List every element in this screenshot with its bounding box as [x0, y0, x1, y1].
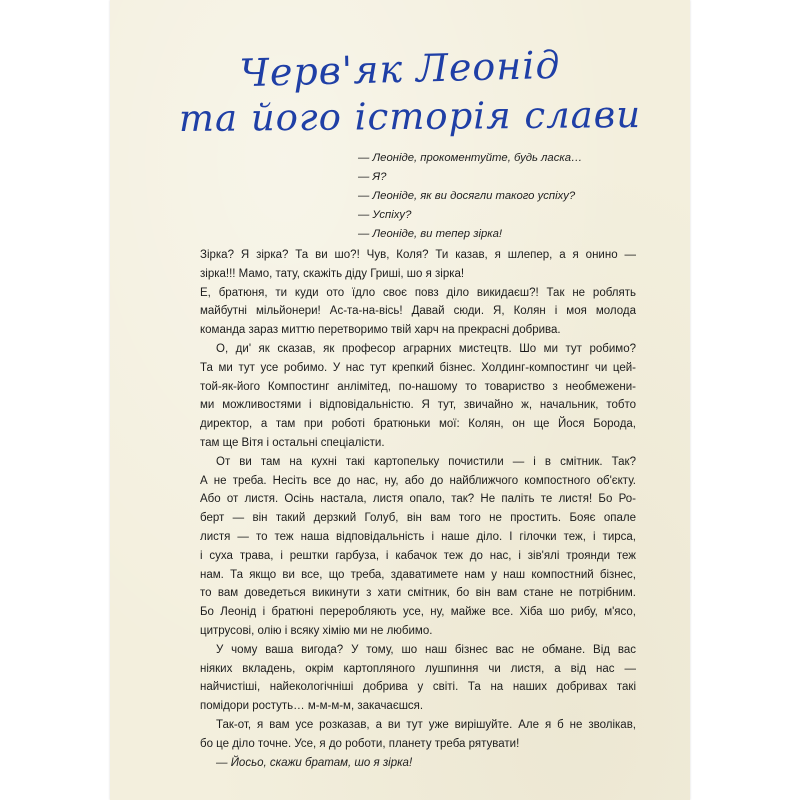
body-line: зірка!!! Мамо, тату, скажіть діду Гриші, шо я зірка!	[200, 267, 465, 280]
body-line: Так-от, я вам усе розказав, а ви тут уже вирішуйте. Але я б не зволікав,	[216, 718, 636, 731]
body-line: команда зараз миттю перетворимо твій харч на прекрасні добрива.	[200, 324, 561, 337]
body-line: — Йосьо, скажи братам, шо я зірка!	[216, 756, 413, 769]
body-line: ніяких вкладень, окрім картопляного лушпиння чи листя, а від нас —	[200, 662, 636, 675]
body-line: Зірка? Я зірка? Та ви шо?! Чув, Коля? Ти казав, я шлепер, а я онино —	[200, 249, 636, 261]
dialog-line: — Леоніде, ви тепер зірка!	[358, 228, 503, 240]
body-line: директор, а там при роботі братюньки мої: Колян, он ще Йося Борода,	[200, 418, 636, 431]
body-line: і суха трава, і рештки гарбуза, і кабачок теж до нас, і зів'ялі троянди теж	[200, 549, 636, 562]
book-page	[110, 0, 690, 800]
body-line: найчистіші, найекологічніші добрива у світі. Та на наших добривах такі	[200, 681, 636, 694]
title-line-1: Черв'як Леонід	[238, 42, 562, 96]
body-line: От ви там на кухні такі картопельку почистили — і в смітник. Так?	[216, 455, 636, 468]
body-line: цитрусові, олію і всяку хімію ми не любимо.	[200, 624, 433, 637]
title-line-2: та його історія слави	[178, 92, 642, 141]
dialog-line: — Леоніде, прокоментуйте, будь ласка…	[358, 152, 583, 164]
body-line: Е, братюня, ти куди ото їдло своє повз діло викидаєш?! Так не роблять	[200, 286, 636, 299]
body-line: О, ди' як сказав, як професор аграрних мистецтв. Шо ми тут робимо?	[216, 342, 636, 355]
body-line: нам. Та якщо ви все, що треба, здаватимете нам у наш компостний бізнес,	[200, 568, 636, 581]
body-line: то вам доведеться викинути з хати смітник, бо він вам стане не потрібним.	[200, 587, 636, 600]
body-line: Або от листя. Осінь настала, листя опало, так? Не паліть те листя! Бо Ро-	[200, 493, 636, 506]
body-line: листя — то теж наша відповідальність і наше діло. І гілочки теж, і тирса,	[200, 530, 636, 543]
body-line: берт — він такий дерзкий Голуб, він вам того не простить. Бояє опале	[200, 512, 636, 525]
body-line: там ще Вітя і остальні спеціалісти.	[200, 436, 385, 449]
body-line: помідори ростуть… м-м-м-м, закачаєшся.	[200, 700, 424, 713]
body-line: А не треба. Несіть все до нас, ну, або до найближчого компостного об'єкту.	[200, 474, 636, 487]
body-text	[200, 246, 636, 772]
body-line: майбутні мільйонери! Ас-та-на-вісь! Давай сюди. Я, Колян і моя молода	[200, 305, 636, 318]
body-line: бо це діло точне. Усе, я до роботи, планету треба рятувати!	[200, 737, 520, 750]
body-line: ми можливостями і відповідальністю. Я тут, звичайно ж, начальник, тобто	[200, 399, 636, 412]
body-line: Бо Леонід і братюні переробляють усе, ну, майже все. Хіба шо рибу, м'ясо,	[200, 606, 636, 619]
body-line: Та ми тут усе робимо. У нас тут крепкий бізнес. Холдинг-компостинг чи цей-	[200, 361, 636, 374]
body-line: У чому ваша вигода? У тому, шо наш бізнес вас не обмане. Від вас	[216, 643, 636, 656]
body-line: той-як-його Компостинг анлімітед, по-нашому то товариство з необмежени-	[200, 380, 636, 393]
dialog-line: — Успіху?	[358, 209, 412, 221]
dialog-line: — Леоніде, як ви досягли такого успіху?	[358, 190, 576, 202]
dialog-line: — Я?	[358, 171, 387, 183]
interview-dialog	[358, 149, 678, 244]
